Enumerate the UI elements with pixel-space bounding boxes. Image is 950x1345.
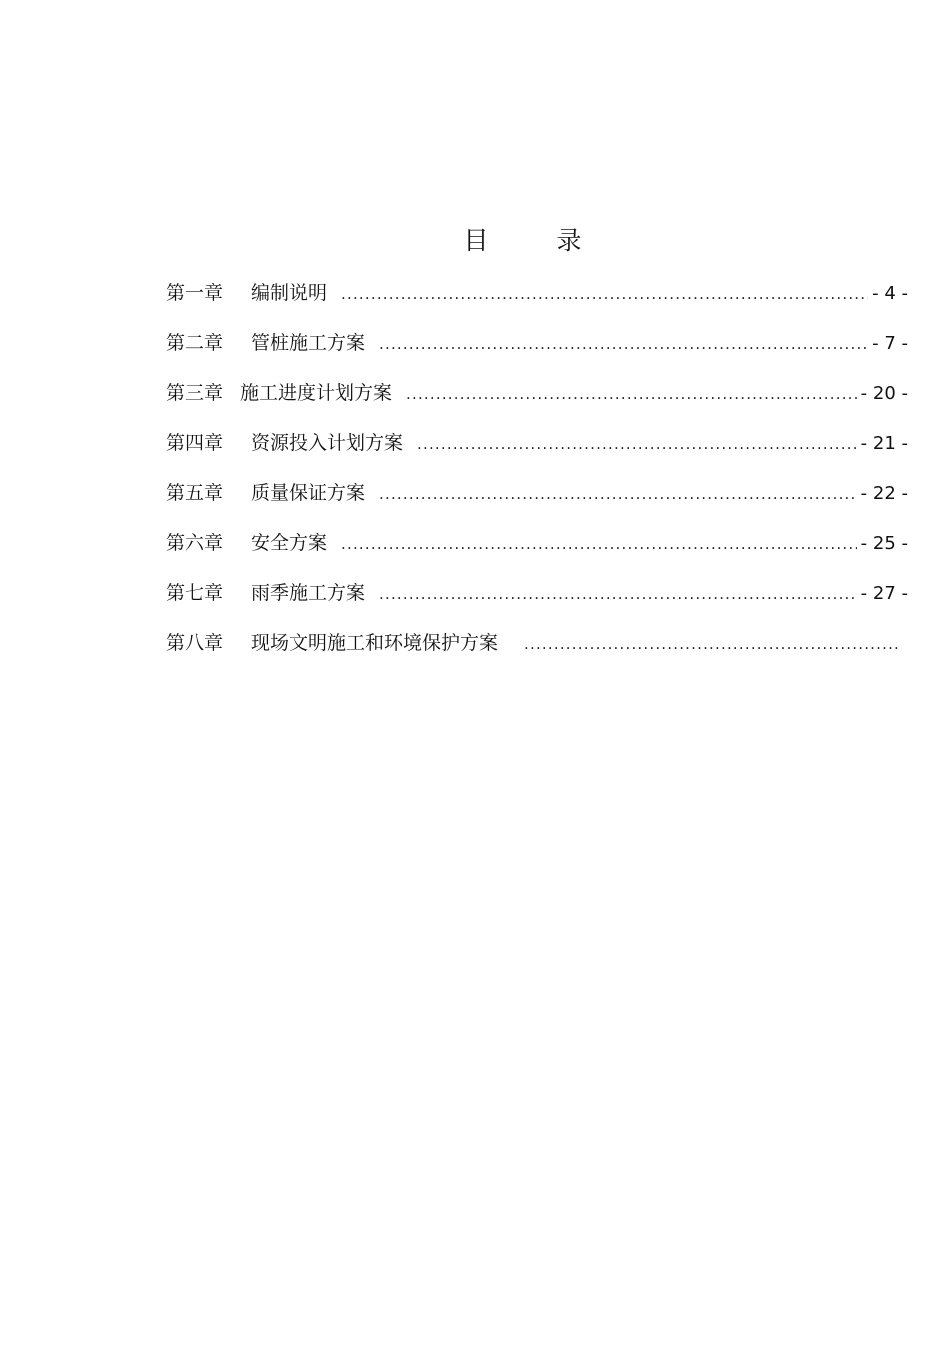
toc-entry (166, 278, 908, 328)
toc-chapter-title: 管桩施工方案 (251, 332, 366, 354)
toc-chapter-title: 雨季施工方案 (251, 582, 366, 604)
toc-chapter-number: 第三章 (166, 382, 224, 404)
toc-dot-leader (379, 479, 857, 509)
toc-title: 目 录 (463, 226, 612, 255)
toc-chapter-number: 第八章 (166, 632, 224, 654)
toc-entry (166, 478, 908, 528)
toc-entry (166, 578, 908, 628)
toc-dot-leader (379, 329, 868, 359)
toc-chapter-title: 资源投入计划方案 (251, 432, 404, 454)
toc-dot-leader (379, 579, 857, 609)
toc-dot-leader (341, 279, 868, 309)
toc-entry (166, 378, 908, 428)
toc-chapter-number: 第二章 (166, 332, 224, 354)
toc-chapter-title: 安全方案 (251, 532, 328, 554)
toc-chapter-title: 施工进度计划方案 (240, 382, 393, 404)
toc-page-number: - 7 - (872, 333, 908, 354)
toc-entry (166, 428, 908, 478)
toc-chapter-number: 第五章 (166, 482, 224, 504)
toc-page-number: - 20 - (860, 383, 908, 404)
toc-chapter-number: 第四章 (166, 432, 224, 454)
toc-chapter-number: 第六章 (166, 532, 224, 554)
toc-chapter-number: 第一章 (166, 282, 224, 304)
toc-dot-leader (406, 379, 857, 409)
toc-chapter-title: 编制说明 (251, 282, 328, 304)
toc-page-number: - 25 - (860, 533, 908, 554)
toc-chapter-title: 现场文明施工和环境保护方案 (251, 632, 499, 654)
toc-dot-leader (341, 529, 857, 559)
toc-chapter-title: 质量保证方案 (251, 482, 366, 504)
toc-dot-leader (417, 429, 857, 459)
toc-chapter-number: 第七章 (166, 582, 224, 604)
toc-dot-leader (524, 629, 900, 659)
toc-page-number: - 4 - (872, 283, 908, 304)
toc-list (166, 278, 908, 678)
toc-page-number: - 22 - (860, 483, 908, 504)
toc-entry (166, 328, 908, 378)
toc-page-number: - 27 - (860, 583, 908, 604)
toc-entry (166, 628, 908, 678)
toc-entry (166, 528, 908, 578)
toc-page-number: - 21 - (860, 433, 908, 454)
